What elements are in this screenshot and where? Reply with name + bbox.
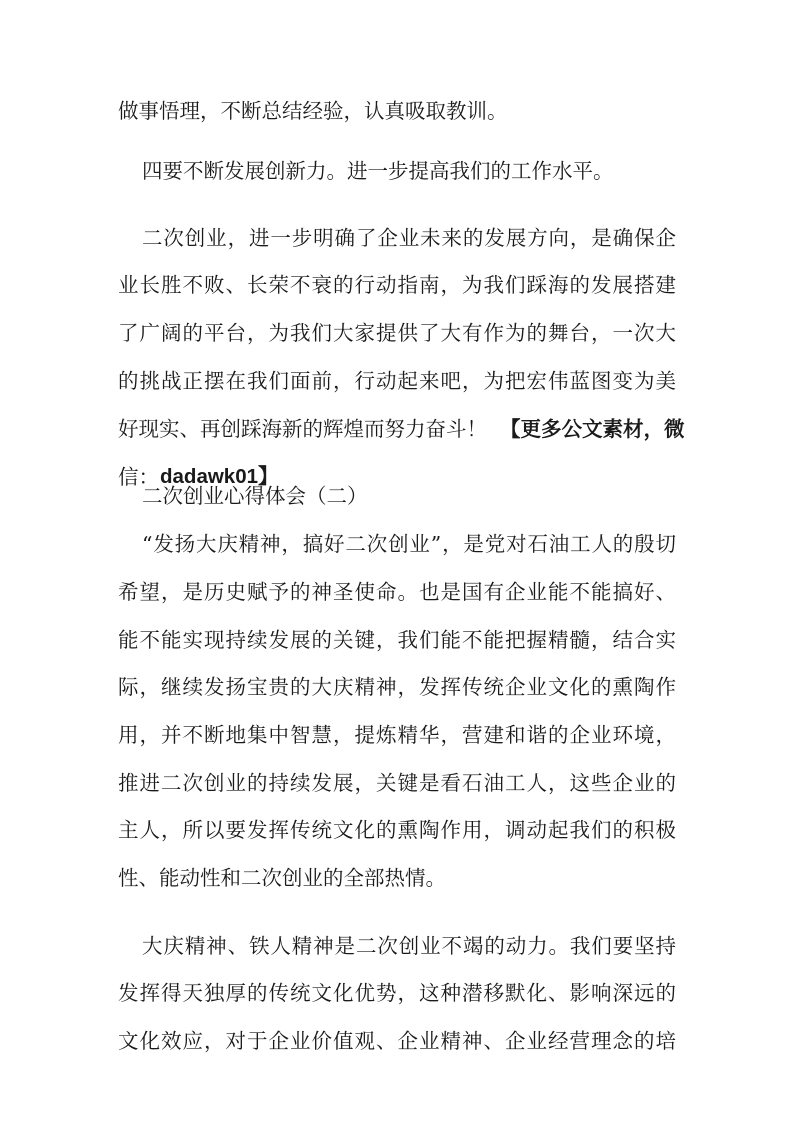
text-line: 业长胜不败、长荣不衰的行动指南，为我们踩海的发展搭建 [118, 273, 676, 297]
text-line: 信： [118, 465, 159, 489]
text-line: 二次创业，进一步明确了企业未来的发展方向，是确保企 [142, 226, 676, 250]
text-line: 好现实、再创踩海新的辉煌而努力奋斗！ [118, 417, 487, 441]
text-line: 大庆精神、铁人精神是二次创业不竭的动力。我们要坚持 [142, 934, 676, 958]
text-line: 的挑战正摆在我们面前，行动起来吧，为把宏伟蓝图变为美 [118, 369, 676, 393]
text-line: 发挥得天独厚的传统文化优势，这种潜移默化、影响深远的 [118, 981, 676, 1005]
text-line: 能不能实现持续发展的关键，我们能不能把握精髓，结合实 [118, 628, 676, 652]
text-line: 际，继续发扬宝贵的大庆精神，发挥传统企业文化的熏陶作 [118, 675, 676, 699]
text-line: 文化效应，对于企业价值观、企业精神、企业经营理念的培 [118, 1029, 676, 1053]
text-line: 性、能动性和二次创业的全部热情。 [118, 866, 446, 890]
text-line: “发扬大庆精神，搞好二次创业”，是党对石油工人的殷切 [142, 532, 676, 556]
text-line: 用，并不断地集中智慧，提炼精华，营建和谐的企业环境， [118, 723, 676, 747]
text-line: 了广阔的平台，为我们大家提供了大有作为的舞台，一次大 [118, 321, 676, 345]
text-line-group [118, 378, 685, 441]
text-line: 希望，是历史赋予的神圣使命。也是国有企业能不能搞好、 [118, 580, 676, 604]
text-line: 做事悟理，不断总结经验，认真吸取教训。 [118, 99, 508, 123]
text-line: 主人，所以要发挥传统文化的熏陶作用，调动起我们的积极 [118, 818, 676, 842]
section-heading: 二次创业心得体会（二） [142, 484, 368, 508]
text-line-bold: 【更多公文素材，微 [500, 417, 685, 441]
text-line: 推进二次创业的持续发展，关键是看石油工人，这些企业的 [118, 771, 676, 795]
text-line-latin: dadawk01】 [160, 465, 279, 488]
text-line: 四要不断发展创新力。进一步提高我们的工作水平。 [142, 159, 614, 183]
